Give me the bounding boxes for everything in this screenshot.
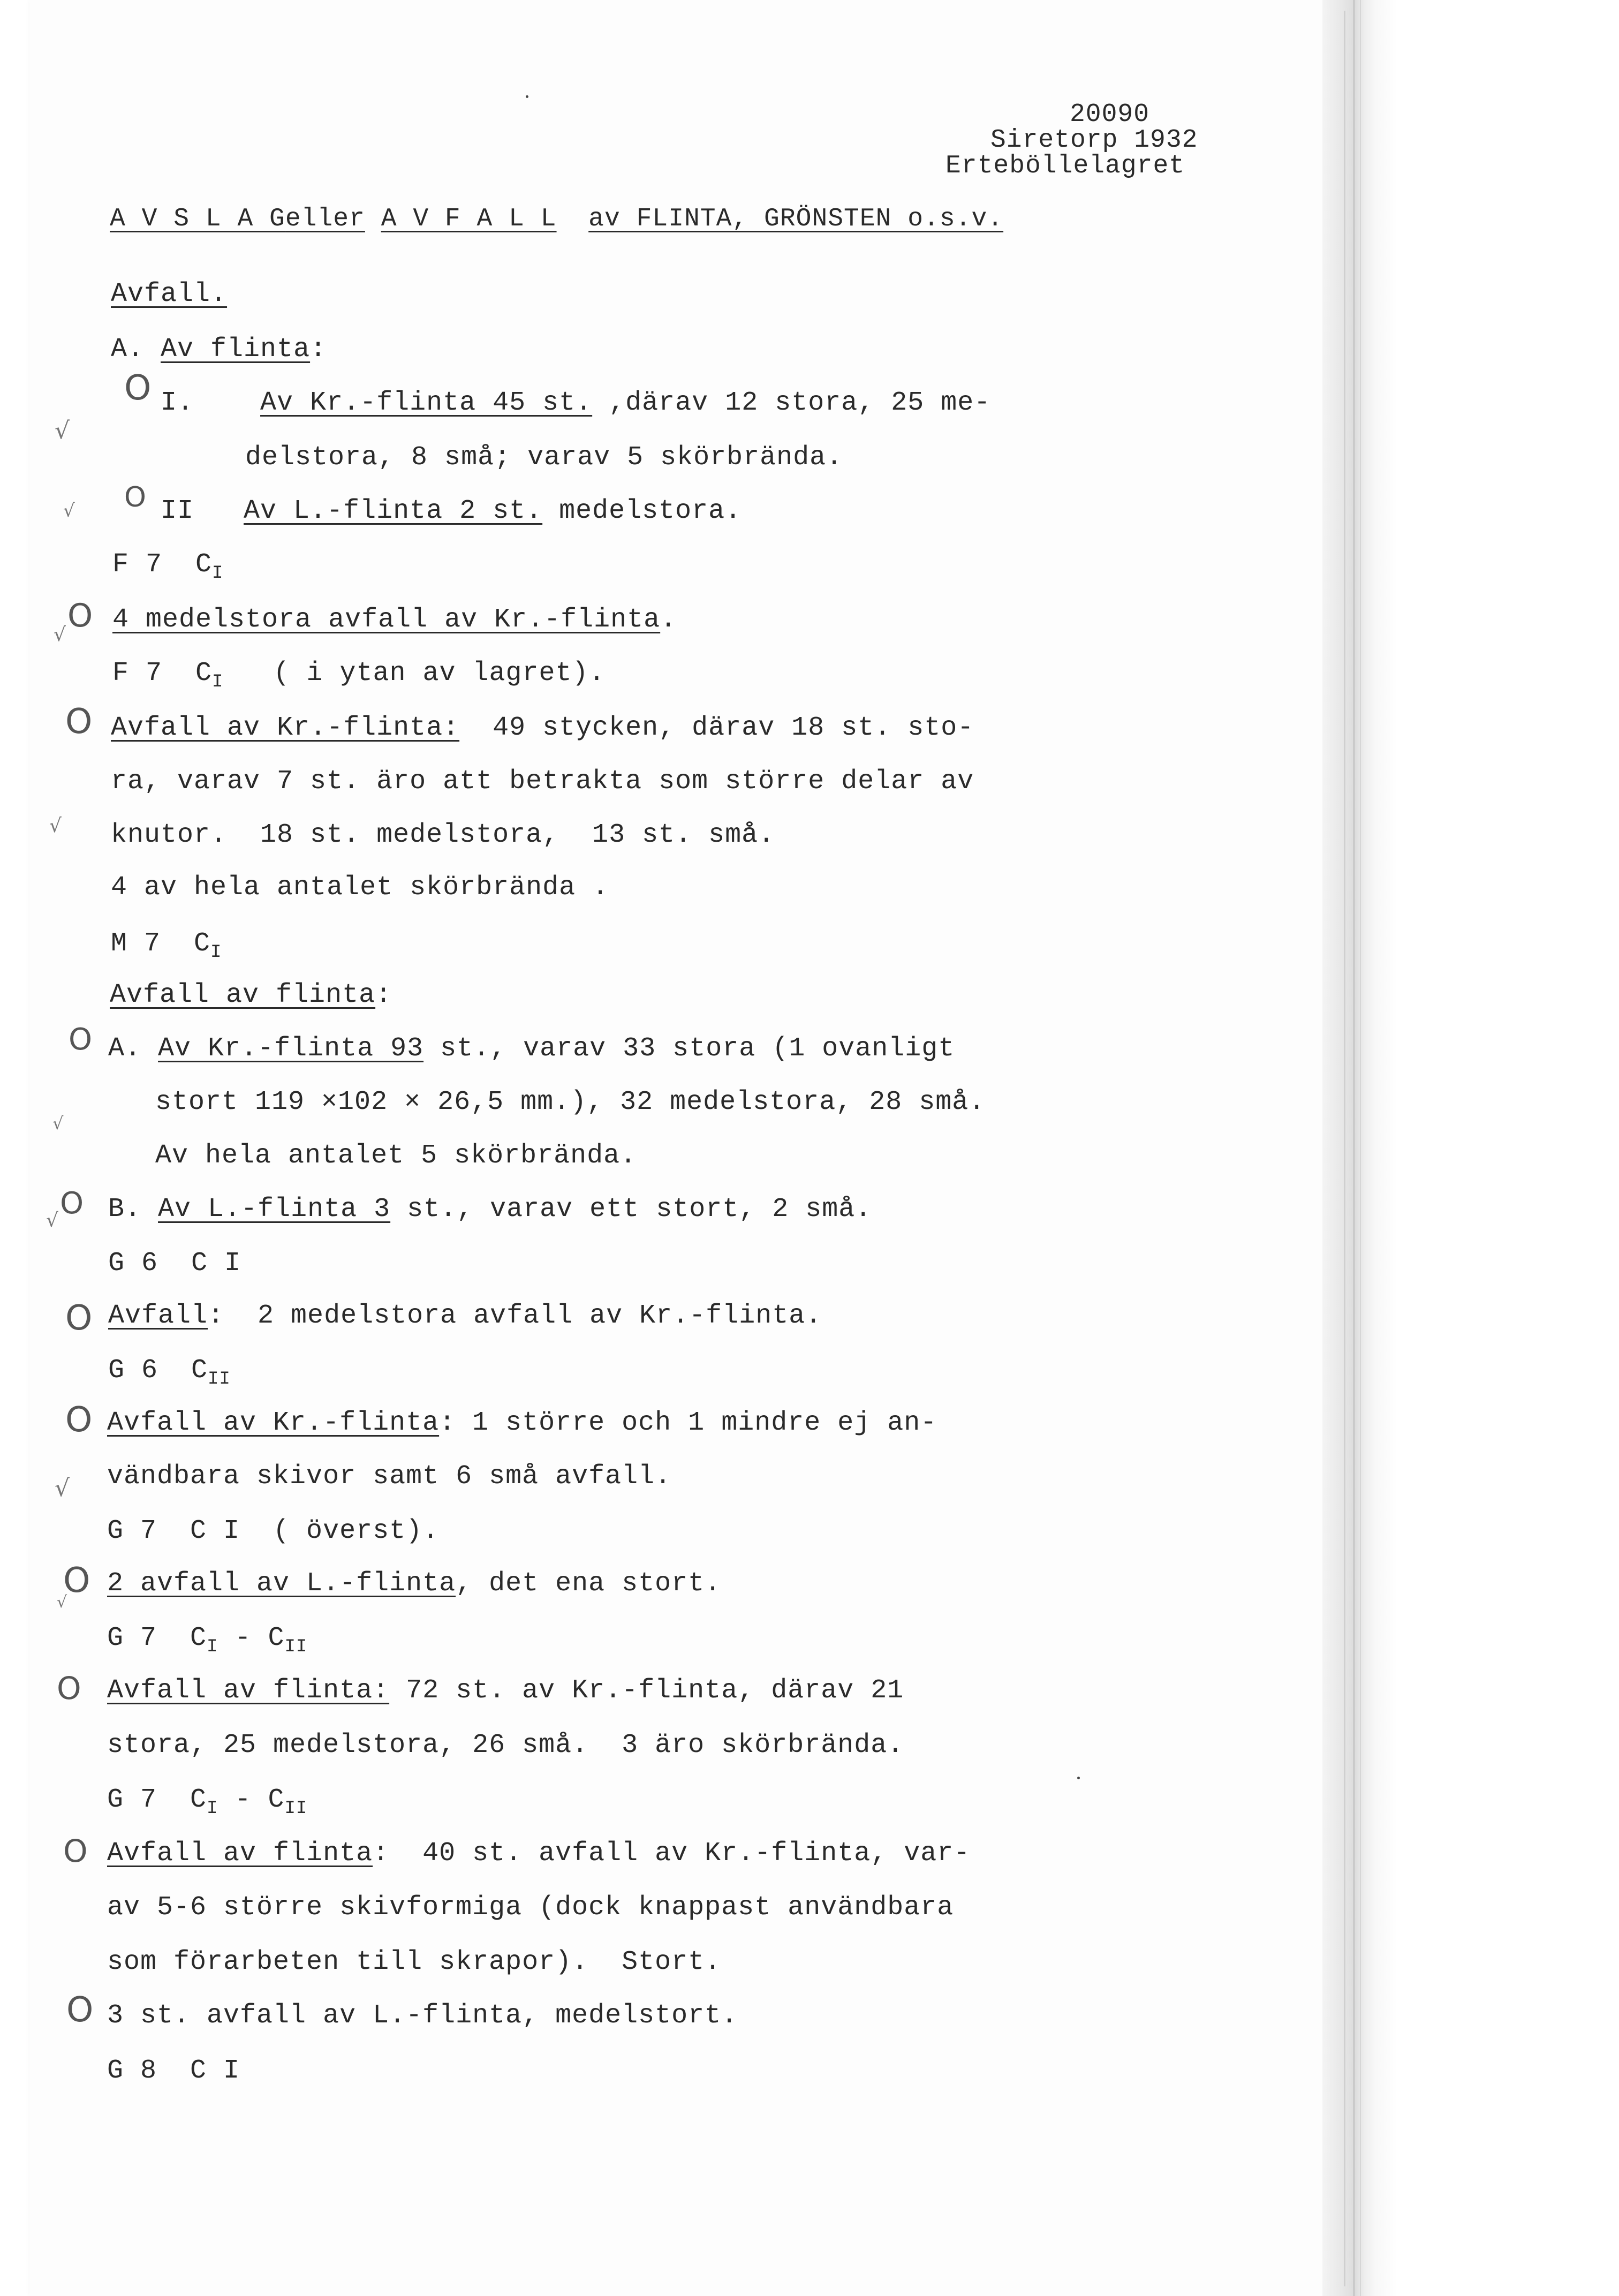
subsection-heading: A. Av flinta: [111, 334, 327, 365]
layer-name: Erteböllelagret [945, 152, 1185, 180]
entry-text: 2 avfall av L.-flinta, det ena stort. [107, 1568, 722, 1599]
entry-text: Avfall av flinta: 40 st. avfall av Kr.-flinta, var- [107, 1838, 971, 1869]
catalog-number: 20090 [1070, 100, 1150, 129]
circle-mark: O [124, 481, 146, 513]
entry-text: som förarbeten till skrapor). Stort. [107, 1947, 722, 1977]
section-heading: Avfall. [111, 279, 228, 309]
location-code: F 7 $C_I$ [112, 549, 224, 584]
entry-text: 4 av hela antalet skörbrända . [111, 872, 609, 903]
entry-text: Avfall av Kr.-flinta: 49 stycken, därav 18 st. sto- [111, 713, 974, 743]
location-code: G 7 $C_I - C_{II}$ [107, 1623, 308, 1657]
binding-line [1344, 11, 1345, 2286]
circle-mark: O [63, 1561, 90, 1600]
entry-text: B. Av L.-flinta 3 st., varav ett stort, 2 små. [108, 1194, 872, 1225]
subsection-heading: Avfall av flinta: [110, 980, 392, 1010]
check-mark: √ [57, 1593, 67, 1612]
circle-mark: O [65, 702, 93, 742]
circle-mark: O [65, 1298, 93, 1338]
location-code: M 7 $C_I$ [111, 928, 222, 963]
ink-speck [526, 95, 528, 98]
location-code: G 7 $C_I - C_{II}$ [107, 1785, 308, 1819]
entry-text: 3 st. avfall av L.-flinta, medelstort. [107, 2000, 738, 2031]
circle-mark: O [60, 1186, 84, 1221]
circle-mark: O [124, 368, 152, 408]
entry-text: stora, 25 medelstora, 26 små. 3 äro skörbrända. [107, 1730, 904, 1761]
left-page-edge [0, 0, 29, 2296]
check-mark: √ [52, 1113, 64, 1134]
entry-text: Avfall: 2 medelstora avfall av Kr.-flinta. [108, 1301, 822, 1331]
circle-mark: O [65, 1400, 93, 1440]
check-mark: √ [55, 1475, 70, 1502]
entry-text: A. Av Kr.-flinta 93 st., varav 33 stora (1 ovanligt [108, 1033, 955, 1064]
location-code: G 6 $C_{II}$ [108, 1355, 231, 1389]
site-year: Siretorp 1932 [990, 126, 1198, 155]
page-title: A V S L A Geller A V F A L L av FLINTA, GRÖNSTEN o.s.v. [110, 205, 1004, 233]
entry-text: Avfall av Kr.-flinta: 1 större och 1 mindre ej an- [107, 1408, 937, 1438]
binding-line [1353, 0, 1355, 2296]
circle-mark: O [57, 1670, 81, 1706]
circle-mark: O [66, 1990, 94, 2030]
entry-text: ra, varav 7 st. äro att betrakta som större delar av [111, 766, 974, 797]
binding-edge [1322, 0, 1619, 2296]
location-code: G 7 C I ( överst). [107, 1516, 440, 1546]
entry-text: delstora, 8 små; varav 5 skörbrända. [245, 442, 843, 473]
check-mark: √ [55, 417, 70, 444]
circle-mark: O [69, 1022, 93, 1057]
check-mark: √ [46, 1210, 58, 1232]
location-code: G 6 C I [108, 1248, 241, 1279]
entry-text: Av hela antalet 5 skörbrända. [155, 1141, 637, 1171]
location-code: G 8 C I [107, 2056, 240, 2086]
entry-text: 4 medelstora avfall av Kr.-flinta. [112, 605, 677, 635]
location-code: F 7 $C_I$ ( i ytan av lagret). [112, 658, 606, 692]
entry-text: av 5-6 större skivformiga (dock knappast användbara [107, 1892, 954, 1923]
entry-text: Avfall av flinta: 72 st. av Kr.-flinta, därav 21 [107, 1675, 904, 1706]
entry-text: knutor. 18 st. medelstora, 13 st. små. [111, 820, 775, 850]
entry-text: II Av L.-flinta 2 st. medelstora. [161, 496, 742, 526]
check-mark: √ [54, 624, 66, 646]
circle-mark: O [63, 1833, 88, 1869]
circle-mark: O [67, 597, 93, 635]
binding-line [1360, 0, 1361, 2296]
check-mark: √ [63, 500, 75, 522]
entry-text: stort 119 ×102 × 26,5 mm.), 32 medelstora, 28 små. [155, 1087, 986, 1117]
entry-text: vändbara skivor samt 6 små avfall. [107, 1461, 672, 1492]
check-mark: √ [49, 815, 62, 837]
ink-speck [1077, 1777, 1080, 1779]
entry-text: I. Av Kr.-flinta 45 st. ,därav 12 stora, 25 me- [161, 388, 991, 418]
